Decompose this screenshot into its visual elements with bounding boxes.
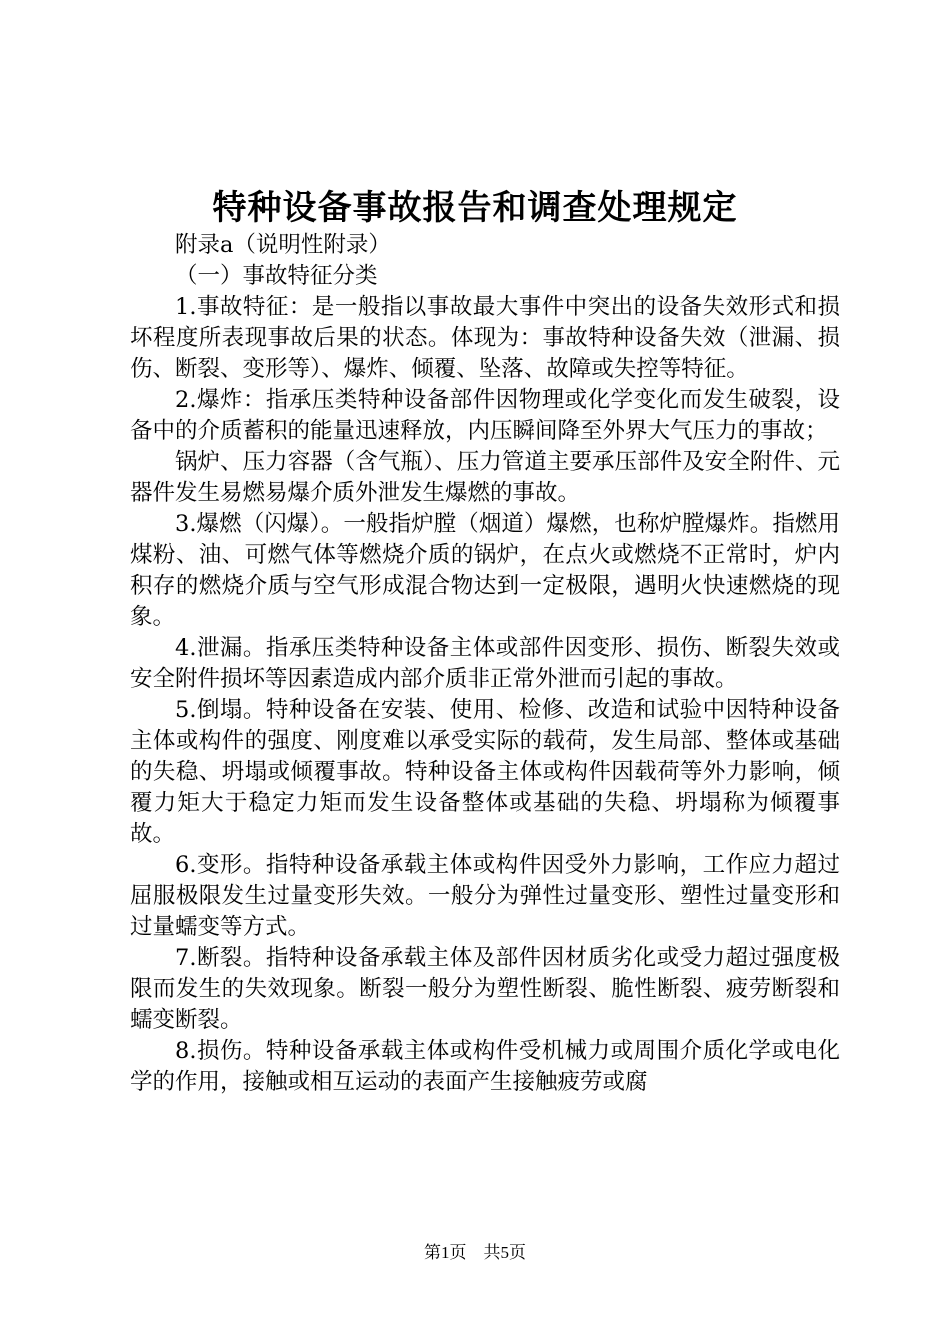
document-body [130, 230, 840, 1098]
section-heading: （一）事故特征分类 [175, 263, 378, 289]
paragraph-deformation: 6.变形。指特种设备承载主体或构件因受外力影响，工作应力超过屈服极限发生过量变形失效。一般分为弹性过量变形、塑性过量变形和过量蠕变等方式。 [130, 852, 840, 940]
page-total: 共5页 [483, 1243, 526, 1262]
appendix-label: 附录a（说明性附录） [175, 232, 391, 258]
document-title: 特种设备事故报告和调查处理规定 [212, 188, 738, 228]
paragraph-accident-features: 1.事故特征：是一般指以事故最大事件中突出的设备失效形式和损坏程度所表现事故后果的状态。体现为：事故特种设备失效（泄漏、损伤、断裂、变形等）、爆炸、倾覆、坠落、故障或失控等特征。 [130, 294, 840, 382]
paragraph-damage: 8.损伤。特种设备承载主体或构件受机械力或周围介质化学或电化学的作用，接触或相互运动的表面产生接触疲劳或腐 [130, 1038, 840, 1095]
page-spacer [471, 1243, 480, 1262]
paragraph-fracture: 7.断裂。指特种设备承载主体及部件因材质劣化或受力超过强度极限而发生的失效现象。断裂一般分为塑性断裂、脆性断裂、疲劳断裂和蠕变断裂。 [130, 945, 840, 1033]
page-number: 第1页 [424, 1243, 467, 1262]
paragraph-collapse: 5.倒塌。特种设备在安装、使用、检修、改造和试验中因特种设备主体或构件的强度、刚度难以承受实际的载荷，发生局部、整体或基础的失稳、坍塌或倾覆事故。特种设备主体或构件因载荷等外力影响，倾覆力矩大于稳定力矩而发生设备整体或基础的失稳、坍塌称为倾覆事故。 [130, 697, 840, 847]
paragraph-deflagration: 3.爆燃（闪爆）。一般指炉膛（烟道）爆燃，也称炉膛爆炸。指燃用煤粉、油、可燃气体等燃烧介质的锅炉，在点火或燃烧不正常时，炉内积存的燃烧介质与空气形成混合物达到一定极限，遇明火快速燃烧的现象。 [130, 511, 840, 630]
paragraph-explosion: 2.爆炸：指承压类特种设备部件因物理或化学变化而发生破裂，设备中的介质蓄积的能量迅速释放，内压瞬间降至外界大气压力的事故； [130, 387, 840, 444]
paragraph-leakage: 4.泄漏。指承压类特种设备主体或部件因变形、损伤、断裂失效或安全附件损坏等因素造成内部介质非正常外泄而引起的事故。 [130, 635, 840, 692]
paragraph-boiler-explosion: 锅炉、压力容器（含气瓶）、压力管道主要承压部件及安全附件、元器件发生易燃易爆介质外泄发生爆燃的事故。 [130, 449, 840, 506]
page-footer [0, 1241, 950, 1265]
